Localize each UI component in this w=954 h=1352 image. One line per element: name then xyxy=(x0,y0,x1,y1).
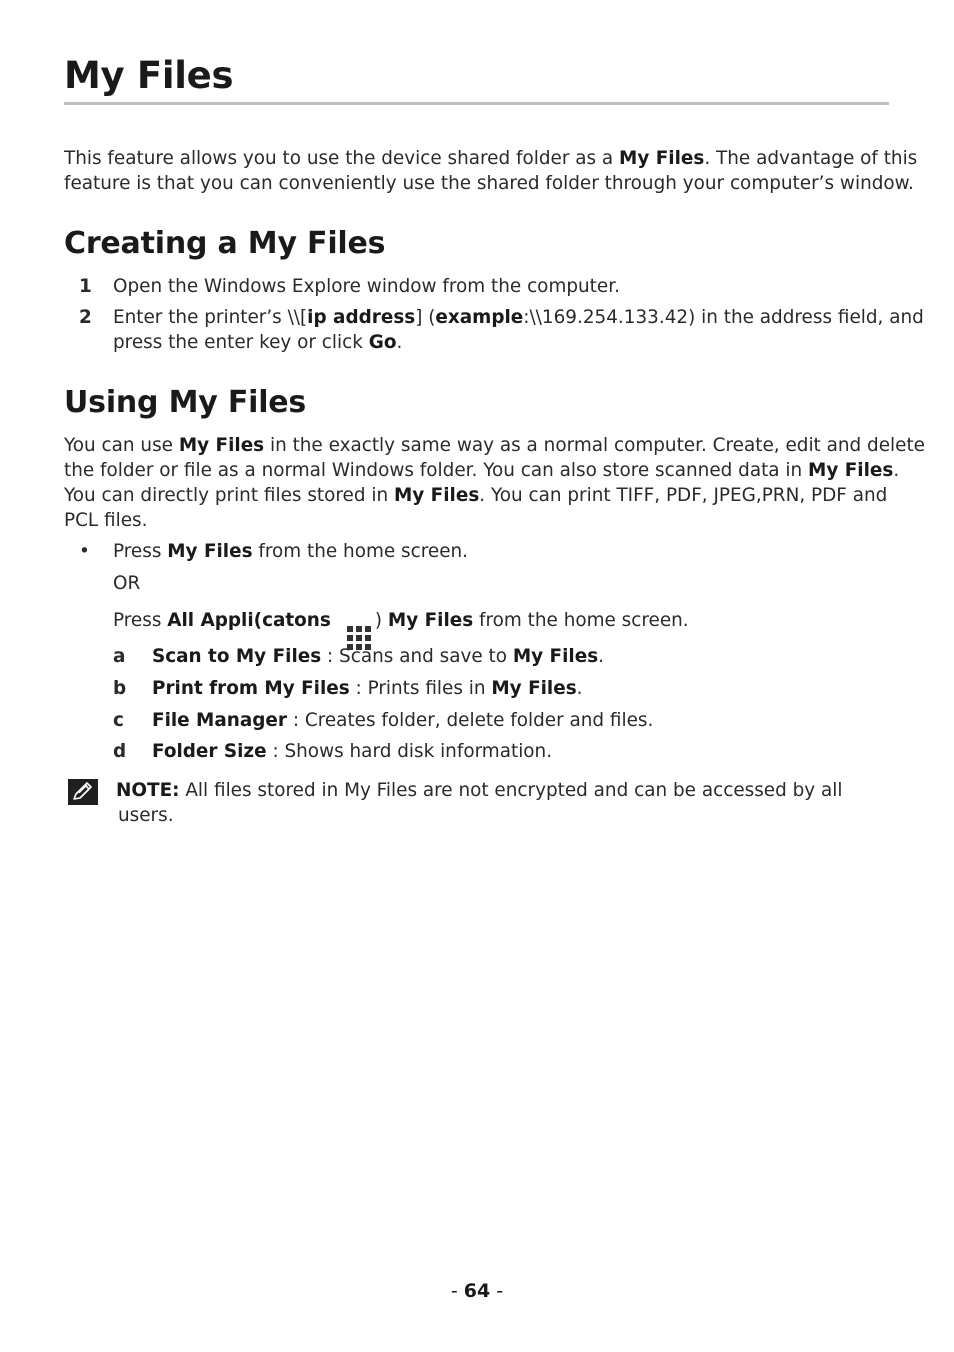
using-line-2 xyxy=(64,458,899,483)
alt-bold: All Appli(catons xyxy=(167,610,331,631)
step-number: 2 xyxy=(79,307,92,328)
sub-item-bold: Folder Size xyxy=(152,741,267,762)
step-bold: Go xyxy=(368,332,397,353)
note-line-1: All files stored in My Files are not encrypted and can be accessed by all xyxy=(179,780,843,801)
using-bold: My Files xyxy=(393,485,480,506)
step-text xyxy=(113,305,924,330)
page-number-value: 64 xyxy=(463,1280,491,1302)
sub-item-part: : Shows hard disk information. xyxy=(266,741,553,762)
using-text: You can use xyxy=(64,435,179,456)
bullet-bold: My Files xyxy=(167,541,253,562)
sub-item-letter: c xyxy=(113,710,124,731)
intro-line-2: feature is that you can conveniently use the shared folder through your computer’s window. xyxy=(64,173,914,194)
section-heading-creating: Creating a My Files xyxy=(64,226,386,261)
page-title: My Files xyxy=(64,54,234,97)
step-bold: example xyxy=(435,307,524,328)
note-label: NOTE: xyxy=(116,780,180,801)
step-text-part: . xyxy=(396,332,403,353)
step-text-part: Enter the printer’s \\[ xyxy=(113,307,308,328)
sub-item-text xyxy=(152,676,583,701)
sub-item-bold: My Files xyxy=(491,678,577,699)
alt-bold: My Files xyxy=(387,610,474,631)
sub-item-letter: b xyxy=(113,678,127,699)
page-number xyxy=(0,1280,954,1302)
bullet-marker: • xyxy=(79,541,90,562)
sub-item-bold: Print from My Files xyxy=(152,678,350,699)
step-text-part: press the enter key or click xyxy=(113,332,369,353)
using-text: the folder or file as a normal Windows folder. You can also store scanned data in xyxy=(64,460,809,481)
alt-text: from the home screen. xyxy=(473,610,689,631)
sub-item-bold: File Manager xyxy=(152,710,287,731)
alt-text: Press xyxy=(113,610,168,631)
sub-item-part: : Creates folder, delete folder and files. xyxy=(286,710,654,731)
using-line-4: PCL files. xyxy=(64,510,148,531)
bullet-text-part: Press xyxy=(113,541,168,562)
sub-item-bold: Scan to My Files xyxy=(152,646,322,667)
step-text: Open the Windows Explore window from the computer. xyxy=(113,276,620,297)
bullet-text-part: from the home screen. xyxy=(252,541,469,562)
sub-item-part: . xyxy=(598,646,604,667)
using-bold: My Files xyxy=(178,435,265,456)
sub-item-part: : Prints files in xyxy=(349,678,492,699)
using-text: You can directly print files stored in xyxy=(64,485,394,506)
intro-bold: My Files xyxy=(619,148,705,169)
sub-item-bold: My Files xyxy=(512,646,599,667)
sub-item-letter: a xyxy=(113,646,126,667)
using-text: . xyxy=(893,460,900,481)
step-text-part: ] ( xyxy=(415,307,436,328)
using-bold: My Files xyxy=(808,460,894,481)
using-text: . You can print TIFF, PDF, JPEG,PRN, PDF and xyxy=(479,485,888,506)
sub-item-part: . xyxy=(576,678,583,699)
sub-item-letter: d xyxy=(113,741,127,762)
or-text: OR xyxy=(113,573,141,594)
step-number: 1 xyxy=(79,276,92,297)
intro-text: . The advantage of this xyxy=(704,148,918,169)
pencil-icon xyxy=(68,779,98,805)
title-divider xyxy=(64,102,889,105)
sub-item-text xyxy=(152,708,653,733)
sub-item-part: : Scans and save to xyxy=(321,646,513,667)
using-line-1 xyxy=(64,433,925,458)
sub-item-text xyxy=(152,644,604,669)
intro-text: This feature allows you to use the device shared folder as a xyxy=(64,148,620,169)
page-number-suffix: - xyxy=(490,1280,504,1302)
sub-item-text xyxy=(152,739,552,764)
using-text: in the exactly same way as a normal computer. Create, edit and delete xyxy=(264,435,925,456)
bullet-text xyxy=(113,539,468,564)
step-bold: ip address xyxy=(307,307,416,328)
note-text xyxy=(116,778,843,803)
page-number-prefix: - xyxy=(450,1280,464,1302)
using-line-3 xyxy=(64,483,887,508)
note-line-2: users. xyxy=(118,805,174,826)
alt-text: ) xyxy=(374,610,388,631)
intro-line-1 xyxy=(64,146,917,171)
step-text xyxy=(113,330,402,355)
section-heading-using: Using My Files xyxy=(64,385,307,420)
step-text-part: :\\169.254.133.42) in the address field, and xyxy=(523,307,924,328)
